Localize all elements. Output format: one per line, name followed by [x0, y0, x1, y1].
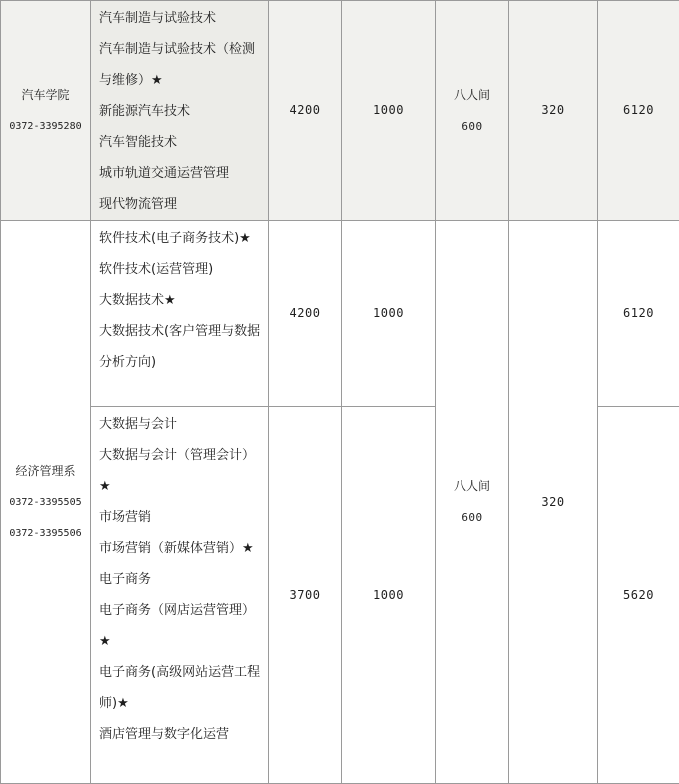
- department-name: 汽车学院: [1, 80, 90, 111]
- major-item: 电子商务（网店运营管理）★: [99, 595, 262, 657]
- majors-cell: [91, 407, 269, 784]
- majors-cell: [91, 1, 269, 221]
- department-phone: 0372-3395506: [1, 518, 90, 549]
- table-row: [1, 221, 679, 407]
- major-item: 大数据与会计: [99, 409, 262, 440]
- major-item: 新能源汽车技术: [99, 96, 262, 127]
- major-item: 大数据与会计（管理会计）★: [99, 440, 262, 502]
- dorm-fee: 600: [436, 502, 508, 533]
- major-item: 汽车制造与试验技术: [99, 3, 262, 34]
- major-item: 市场营销: [99, 502, 262, 533]
- fee-cell: 1000: [342, 221, 436, 407]
- dorm-cell: [436, 221, 509, 784]
- major-item: 大数据技术(客户管理与数据分析方向): [99, 316, 262, 378]
- department-phone: 0372-3395280: [1, 111, 90, 142]
- tuition-cell: 4200: [269, 221, 342, 407]
- major-item: 软件技术(电子商务技术)★: [99, 223, 262, 254]
- department-name: 经济管理系: [1, 456, 90, 487]
- major-item: 市场营销（新媒体营销）★: [99, 533, 262, 564]
- fee-cell: 1000: [342, 407, 436, 784]
- misc-fee-cell: 320: [509, 221, 598, 784]
- major-item: 大数据技术★: [99, 285, 262, 316]
- major-item: 酒店管理与数字化运营: [99, 719, 262, 750]
- major-item: 现代物流管理: [99, 189, 262, 220]
- major-item: 城市轨道交通运营管理: [99, 158, 262, 189]
- dorm-type: 八人间: [436, 471, 508, 502]
- major-item: 汽车智能技术: [99, 127, 262, 158]
- department-cell: [1, 221, 91, 784]
- total-cell: 6120: [598, 1, 679, 221]
- major-item: 电子商务(高级网站运营工程师)★: [99, 657, 262, 719]
- major-item: 软件技术(运营管理): [99, 254, 262, 285]
- dorm-type: 八人间: [436, 80, 508, 111]
- majors-cell: [91, 221, 269, 407]
- tuition-cell: 4200: [269, 1, 342, 221]
- total-cell: 6120: [598, 221, 679, 407]
- department-phone: 0372-3395505: [1, 487, 90, 518]
- dorm-cell: [436, 1, 509, 221]
- table-row: [1, 1, 679, 221]
- major-item: 汽车制造与试验技术（检测与维修）★: [99, 34, 262, 96]
- department-cell: [1, 1, 91, 221]
- fee-cell: 1000: [342, 1, 436, 221]
- misc-fee-cell: 320: [509, 1, 598, 221]
- total-cell: 5620: [598, 407, 679, 784]
- dorm-fee: 600: [436, 111, 508, 142]
- major-item: 电子商务: [99, 564, 262, 595]
- tuition-cell: 3700: [269, 407, 342, 784]
